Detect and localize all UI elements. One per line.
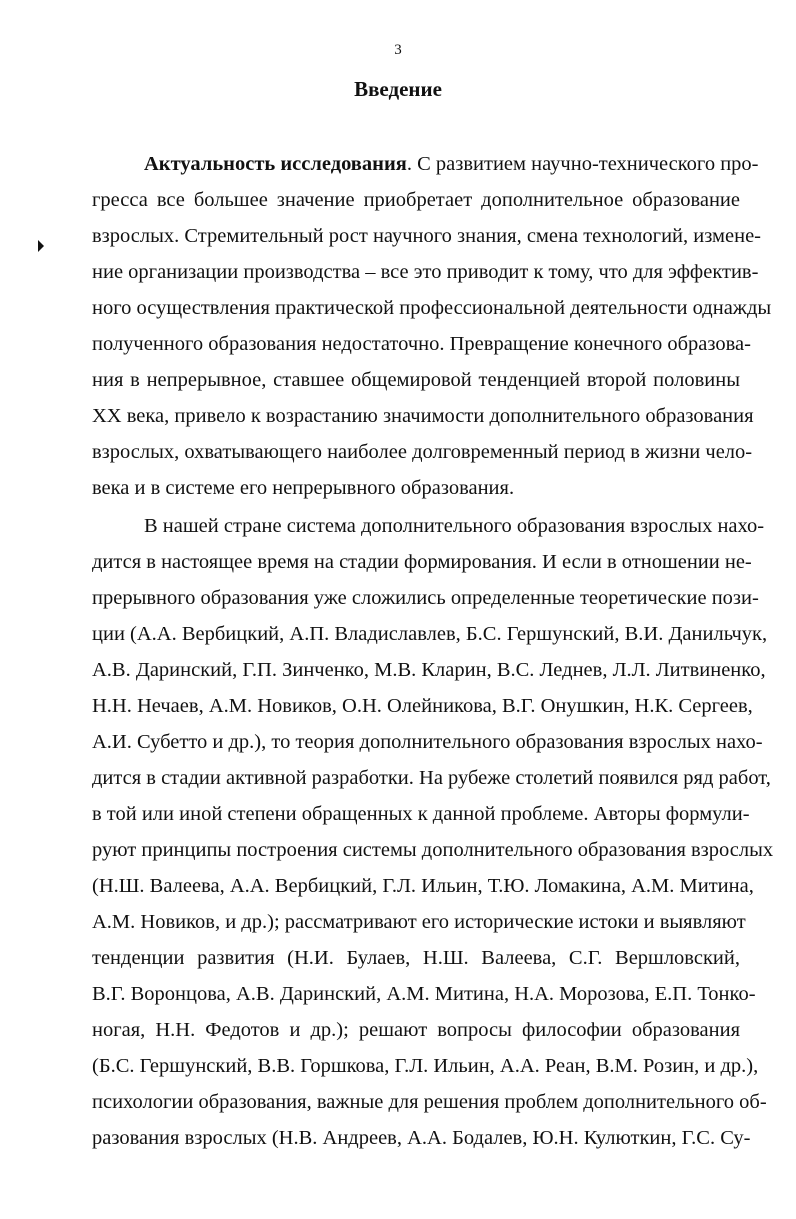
text-line: XX века, привело к возрастанию значимости дополнительного образования [92, 405, 754, 427]
text-line: ния в непрерывное, ставшее общемировой тенденцией второй половины [92, 369, 740, 391]
text-line: А.М. Новиков, и др.); рассматривают его исторические истоки и выявляют [92, 911, 746, 933]
text-line: психологии образования, важные для решения проблем дополнительного об- [92, 1091, 767, 1113]
text-line: ние организации производства – все это приводит к тому, что для эффектив- [92, 261, 759, 283]
text-line: А.И. Субетто и др.), то теория дополнительного образования взрослых нахо- [92, 731, 763, 753]
text-line: гресса все большее значение приобретает дополнительное образование [92, 189, 740, 211]
paragraph-current-state [92, 508, 774, 1156]
text-line: взрослых, охватывающего наиболее долговременный период в жизни чело- [92, 441, 753, 463]
text-line: взрослых. Стремительный рост научного знания, смена технологий, измене- [92, 225, 762, 247]
page-title: Введение [354, 77, 442, 101]
paragraph-relevance [92, 146, 772, 506]
text-line: руют принципы построения системы дополнительного образования взрослых [92, 839, 774, 861]
text-line: Н.Н. Нечаев, А.М. Новиков, О.Н. Олейникова, В.Г. Онушкин, Н.К. Сергеев, [92, 695, 753, 717]
text-line: (Н.Ш. Валеева, А.А. Вербицкий, Г.Л. Ильин, Т.Ю. Ломакина, А.М. Митина, [92, 875, 754, 897]
text-line: А.В. Даринский, Г.П. Зинченко, М.В. Кларин, В.С. Леднев, Л.Л. Литвиненко, [92, 659, 766, 681]
text-line: В нашей стране система дополнительного образования взрослых нахо- [144, 515, 765, 537]
paragraph-lead: Актуальность исследования [144, 153, 407, 175]
text-line: в той или иной степени обращенных к данной проблеме. Авторы формули- [92, 803, 750, 825]
page-number: 3 [394, 42, 402, 58]
text-line: разования взрослых (Н.В. Андреев, А.А. Бодалев, Ю.Н. Кулюткин, Г.С. Су- [92, 1127, 751, 1149]
text-line: ции (А.А. Вербицкий, А.П. Владиславлев, Б.С. Гершунский, В.И. Данильчук, [92, 623, 768, 645]
text-line: прерывного образования уже сложились определенные теоретические пози- [92, 587, 759, 609]
text-line: Актуальность исследования. С развитием научно-технического про- [144, 153, 759, 175]
text-line: (Б.С. Гершунский, В.В. Горшкова, Г.Л. Ильин, А.А. Реан, В.М. Розин, и др.), [92, 1055, 759, 1077]
text-line: полученного образования недостаточно. Превращение конечного образова- [92, 333, 751, 355]
text-line: В.Г. Воронцова, А.В. Даринский, А.М. Митина, Н.А. Морозова, Е.П. Тонко- [92, 983, 756, 1005]
text-line: ногая, Н.Н. Федотов и др.); решают вопросы философии образования [92, 1019, 740, 1041]
text-line: ного осуществления практической профессиональной деятельности однажды [92, 297, 772, 319]
text-line: века и в системе его непрерывного образования. [92, 477, 515, 499]
text-line: дится в стадии активной разработки. На рубеже столетий появился ряд работ, [92, 767, 771, 789]
text-line: тенденции развития (Н.И. Булаев, Н.Ш. Валеева, С.Г. Вершловский, [92, 947, 740, 969]
margin-bullet-icon [38, 240, 44, 252]
text-line: дится в настоящее время на стадии формирования. И если в отношении не- [92, 551, 752, 573]
